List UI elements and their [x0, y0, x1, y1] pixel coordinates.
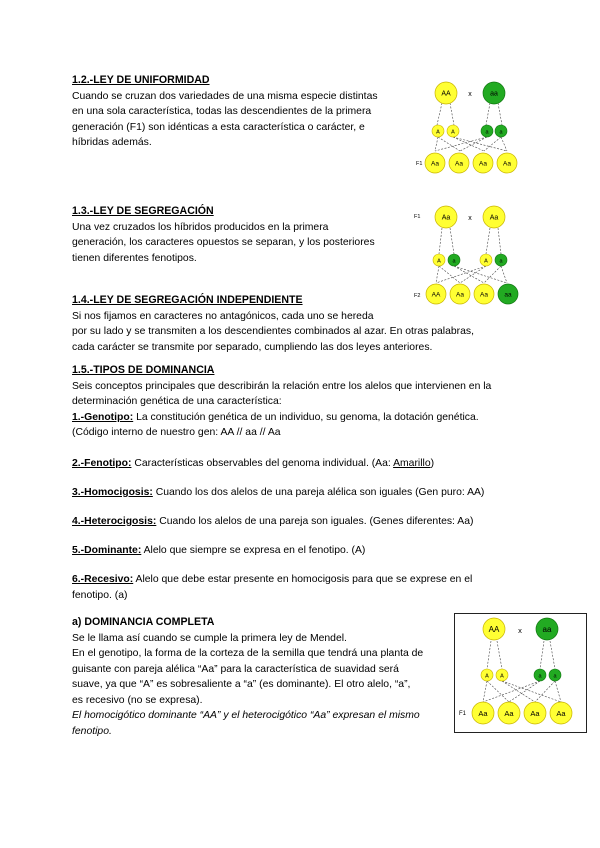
section-tipos-dominancia	[72, 363, 532, 441]
paragraph-line: tienen diferentes fenotipos.	[72, 252, 197, 264]
paragraph-line: guisante con pareja alélica “Aa” para la característica de suavidad será	[72, 663, 399, 675]
cross-symbol: x	[468, 91, 472, 98]
offspring-label: Aa	[556, 709, 566, 718]
concept-term: 6.-Recesivo:	[72, 574, 134, 585]
section-title: a) DOMINANCIA COMPLETA	[72, 616, 215, 628]
paragraph-line: Una vez cruzados los híbridos producidos en la primera	[72, 221, 329, 233]
gamete-label: a	[485, 129, 489, 136]
paragraph-line: cada carácter se transmite por separado, cumpliendo las dos leyes anteriores.	[72, 341, 433, 353]
section-dominancia-completa	[72, 615, 450, 739]
concept-term: 3.-Homocigosis:	[72, 487, 153, 498]
concept-term: 2.-Fenotipo:	[72, 458, 132, 469]
gamete-label: A	[500, 673, 504, 680]
diagram-segregacion	[412, 203, 522, 306]
section-title: 1.2.-LEY DE UNIFORMIDAD	[72, 74, 210, 86]
gamete-label: a	[553, 673, 557, 680]
offspring-label: Aa	[456, 291, 464, 299]
parent-label: AA	[441, 90, 451, 98]
gamete-label: a	[538, 673, 542, 680]
cross-symbol: x	[518, 626, 522, 635]
parent-label: Aa	[441, 214, 451, 222]
generation-label: F1	[416, 161, 423, 167]
concept-text: Alelo que debe estar presente en homocigosis para que se exprese en el	[133, 574, 473, 585]
concept-text: Características observables del genoma individual. (Aa:	[131, 458, 394, 469]
gamete-label: A	[437, 258, 441, 265]
paragraph-line: Si nos fijamos en caracteres no antagónicos, cada uno se hereda	[72, 310, 374, 322]
concept-term: 4.-Heterocigosis:	[72, 516, 157, 527]
concept-text: Cuando los alelos de una pareja son iguales. (Genes diferentes: Aa)	[156, 516, 474, 527]
concept-dominante	[72, 543, 532, 559]
gamete-label: A	[485, 673, 489, 680]
arrows	[436, 228, 507, 283]
concept-text: La constitución genética de un individuo, su genoma, la dotación genética.	[133, 411, 479, 423]
parent-label: aa	[490, 90, 498, 98]
gamete-label: A	[451, 129, 455, 136]
parent-label: Aa	[489, 214, 499, 222]
concept-extra: fenotipo. (a)	[72, 589, 128, 601]
offspring-label: Aa	[478, 709, 488, 718]
concept-underlined: Amarillo	[393, 458, 431, 469]
offspring-label: Aa	[480, 291, 488, 299]
offspring-label: Aa	[503, 160, 511, 168]
paragraph-line: Seis conceptos principales que describirán la relación entre los alelos que intervienen en la	[72, 380, 492, 392]
offspring-label: aa	[504, 291, 512, 299]
concept-fenotipo	[72, 456, 532, 472]
concept-extra: (Código interno de nuestro gen: AA // aa // Aa	[72, 427, 281, 438]
section-title: 1.3.-LEY DE SEGREGACIÓN	[72, 205, 214, 217]
generation-label: F2	[414, 293, 421, 299]
parent-label: AA	[488, 625, 500, 634]
section-title: 1.5.-TIPOS DE DOMINANCIA	[72, 364, 215, 376]
gamete-label: a	[499, 129, 503, 136]
paragraph-line: generación, los caracteres opuestos se separan, y los posteriores	[72, 237, 375, 248]
concept-term: 1.-Genotipo:	[72, 411, 134, 423]
offspring-label: AA	[431, 291, 441, 299]
diagram-dominancia-frame	[454, 613, 587, 733]
paragraph-line: por su lado y se transmiten a los descendientes combinados al azar. En otras palabras,	[72, 326, 474, 337]
gamete-label: A	[436, 129, 440, 136]
offspring-label: Aa	[479, 160, 487, 168]
offspring-label: Aa	[530, 709, 540, 718]
concept-close: )	[430, 458, 435, 469]
italic-line: fenotipo.	[72, 725, 112, 737]
paragraph-line: híbridas además.	[72, 137, 152, 148]
section-title: 1.4.-LEY DE SEGREGACIÓN INDEPENDIENTE	[72, 294, 303, 306]
gamete-label: A	[484, 258, 488, 265]
concept-recesivo	[72, 572, 532, 603]
punnett-diagram	[412, 76, 522, 176]
concept-genotipo	[72, 410, 532, 426]
generation-label: F1	[414, 214, 421, 220]
concept-homocigosis	[72, 485, 532, 501]
section-uniformidad	[72, 73, 412, 151]
generation-label: F1	[459, 711, 467, 717]
concept-term: 5.-Dominante:	[72, 545, 142, 556]
concept-text: Alelo que siempre se expresa en el fenotipo. (A)	[141, 545, 366, 556]
paragraph-line: Se le llama así cuando se cumple la primera ley de Mendel.	[72, 632, 347, 644]
section-segregacion	[72, 204, 412, 266]
paragraph-line: suave, ya que “A” es sobresaliente a “a” (es dominante). El otro alelo, “a”,	[72, 679, 411, 690]
gamete-label: a	[452, 258, 456, 265]
paragraph-line: Cuando se cruzan dos variedades de una misma especie distintas	[72, 90, 378, 102]
arrows	[483, 641, 561, 702]
punnett-diagram	[455, 614, 586, 732]
gamete-label: a	[499, 258, 503, 265]
concept-heterocigosis	[72, 514, 532, 530]
paragraph-line: generación (F1) son idénticas a esta característica o carácter, e	[72, 121, 365, 133]
italic-line: El homocigótico dominante “AA” y el heterocigótico “Aa” expresan el mismo	[72, 710, 420, 721]
paragraph-line: determinación genética de una característica:	[72, 396, 282, 407]
concept-text: Cuando los dos alelos de una pareja alélica son iguales (Gen puro: AA)	[152, 487, 485, 498]
paragraph-line: es recesivo (no se expresa).	[72, 694, 203, 706]
diagram-uniformidad	[412, 76, 522, 176]
paragraph-line: En el genotipo, la forma de la corteza de la semilla que tendrá una planta de	[72, 648, 424, 659]
cross-symbol: x	[468, 215, 472, 222]
offspring-label: Aa	[455, 160, 463, 168]
offspring-label: Aa	[431, 160, 439, 168]
punnett-diagram	[412, 203, 522, 306]
parent-label: aa	[542, 625, 552, 634]
paragraph-line: en una sola característica, todas las descendientes de la primera	[72, 106, 372, 117]
offspring-label: Aa	[504, 709, 514, 718]
